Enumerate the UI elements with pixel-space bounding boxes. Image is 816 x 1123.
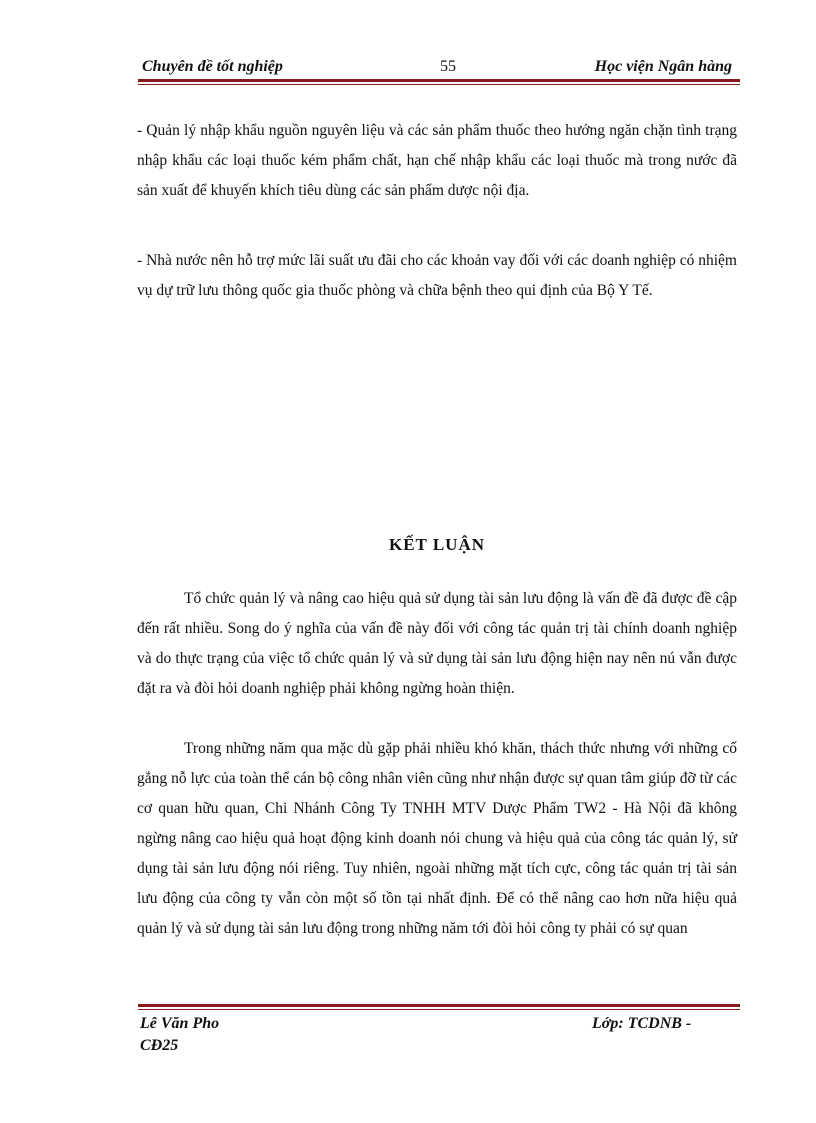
section-heading-conclusion: KẾT LUẬN [388, 535, 485, 554]
footer-divider [138, 1004, 740, 1010]
page-header [140, 56, 736, 80]
conclusion-paragraph-1: Tổ chức quản lý và nâng cao hiệu quả sử dụng tài sản lưu động là vấn đề đã được đề cập đến rất nhiều. Song do ý nghĩa của vấn đề này đối với công tác quản trị tài chính doanh nghiệp và do thực trạng của việc tổ chức quản lý và sử dụng tài sản lưu động hiện nay nên nú vẫn được đặt ra và đòi hỏi doanh nghiệp phải không ngừng hoàn thiện. [137, 590, 737, 697]
header-thesis-title: Chuyên đề tốt nghiệp [142, 58, 283, 75]
footer-author-cohort: CĐ25 [140, 1037, 179, 1054]
conclusion-paragraph-2: Trong những năm qua mặc dù gặp phải nhiều khó khăn, thách thức nhưng với những cố gắng nỗ lực của toàn thể cán bộ công nhân viên cũng như nhận được sự quan tâm giúp đỡ từ các cơ quan hữu quan, Chi Nhánh Công Ty TNHH MTV Dược Phẩm TW2 - Hà Nội đã không ngừng nâng cao hiệu quả hoạt động kinh doanh nói chung và hiệu quả của công tác quản lý, sử dụng tài sản lưu động nói riêng. Tuy nhiên, ngoài những mặt tích cực, công tác quản trị tài sản lưu động của công ty vẫn còn một số tồn tại nhất định. Để có thể nâng cao hơn nữa hiệu quả quản lý và sử dụng tài sản lưu động trong những năm tới đòi hỏi công ty phải có sự quan [137, 740, 737, 937]
footer-author [140, 1013, 219, 1057]
header-page-number: 55 [440, 58, 456, 75]
header-divider [138, 79, 740, 85]
footer-author-name: Lê Văn Pho [140, 1015, 220, 1032]
footer-class: Lớp: TCDNB - [592, 1015, 692, 1032]
page-footer [140, 1013, 736, 1063]
paragraph-interest-support: - Nhà nước nên hỗ trợ mức lãi suất ưu đãi cho các khoản vay đối với các doanh nghiệp có nhiệm vụ dự trữ lưu thông quốc gia thuốc phòng và chữa bệnh theo qui định của Bộ Y Tế. [137, 252, 737, 299]
paragraph-import-management: - Quản lý nhập khẩu nguồn nguyên liệu và các sản phẩm thuốc theo hướng ngăn chặn tình trạng nhập khẩu các loại thuốc kém phẩm chất, hạn chế nhập khẩu các loại thuốc mà trong nước đã sản xuất để khuyến khích tiêu dùng các sản phẩm dược nội địa. [137, 122, 737, 199]
header-institution: Học viện Ngân hàng [594, 58, 732, 75]
